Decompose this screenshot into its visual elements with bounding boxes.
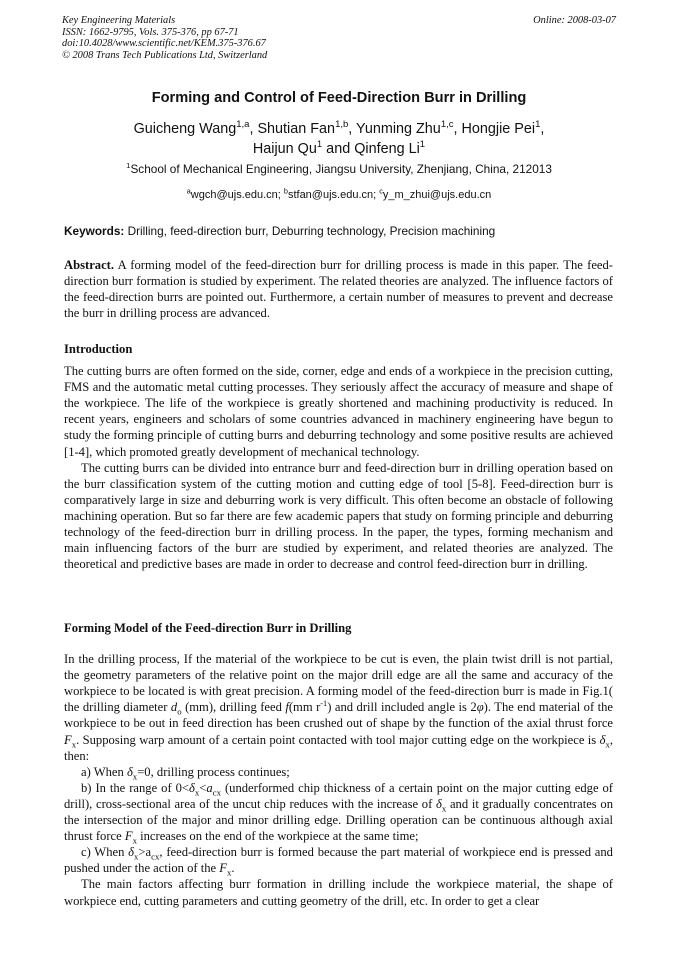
paragraph: In the drilling process, If the material of the workpiece to be cut is even, the plain twist drill is not partial, the geometry parameters of the relative point on the major drill edge are all the same and accuracy of the workpiece to be located is with great precision. A forming model of the feed-direction burr is made in Fig.1( the drilling diameter $d_o$ (mm), drilling feed f(mm $r^{-1}$) and drill included angle is 2φ). The end material of the workpiece to be out in feed direction has been crushed out of shape by the function of the axial thrust force $F_x$. Supposing warp amount of a certain point contacted with tool major cutting edge on the workpiece is $\delta_x$, then: [64,652,613,763]
keywords-label: Keywords: [64,224,125,238]
journal-header [62,15,616,61]
section-heading: Introduction [64,342,133,356]
list-item: c) When $\delta_x>a_{cx}$, feed-direction burr is formed because the part material of workpiece end is pressed and pushed under the action of the $F_x$. [64,845,613,878]
email-list [0,186,678,201]
author-affil-mark: 1 [419,139,426,151]
paper-title: Forming and Control of Feed-Direction Burr in Drilling [151,90,527,106]
paragraph: The main factors affecting burr formation in drilling include the workpiece material, the shape of workpiece end, cutting parameters and cutting geometry of the drill, etc. In order to get a clear [64,877,613,908]
author-name: , Shutian Fan [249,121,336,137]
email-address: y_m_zhui@ujs.edu.cn [382,189,492,201]
affiliation-mark: 1 [126,161,131,171]
email-mark: c [379,186,383,196]
journal-doi: doi:10.4028/www.scientific.net/KEM.375-376.67 [62,38,266,49]
email-mark: a [186,186,191,196]
list-item: b) In the range of $0<\delta_x<a_{cx}$ (underformed chip thickness of a certain point on the major cutting edge of drill), cross-sectional area of the uncut chip reduces with the increase of $\delta_x$ and it gradually concentrates on the intersection of the major and minor drilling edge. Drilling operation can be continuous although axial thrust force $F_x$ increases on the end of the workpiece at the same time; [64,780,613,846]
paragraph: The cutting burrs are often formed on the side, corner, edge and ends of a workpiece in the precision cutting, FMS and the automatic metal cutting processes. They seriously affect the accuracy of measure and shape of the workpiece. The life of the workpiece is greatly shortened and machining productivity is reduced. In recent years, engineers and scholars of some countries advanced in machinery engineering have begun to study the forming principle of cutting burrs and deburring technology and some positive results are achieved [1-4], which promoted greatly development of mechanical technology. [64,364,613,459]
journal-copyright: © 2008 Trans Tech Publications Ltd, Switzerland [62,49,268,61]
author-affil-mark: 1 [316,139,323,151]
online-date: Online: 2008-03-07 [533,15,616,26]
author-list [0,119,678,159]
email-address: wgch@ujs.edu.cn; [190,189,284,201]
affiliation-text: School of Mechanical Engineering, Jiangsu University, Zhenjiang, China, 212013 [130,162,552,176]
keywords [64,224,624,238]
section-heading: Forming Model of the Feed-direction Burr in Drilling [64,621,352,635]
abstract-label: Abstract. [64,258,115,272]
keywords-text: Drilling, feed-direction burr, Deburring technology, Precision machining [124,224,496,238]
author-name: , Hongjie Pei [453,121,536,137]
author-name: Haijun Qu [252,141,317,157]
author-affil-mark: 1 [535,119,541,131]
email-address: stfan@ujs.edu.cn; [287,189,380,201]
list-item: a) When $\delta_x=0$, drilling process continues; [81,764,290,782]
author-affil-mark: 1,b [335,119,349,131]
affiliation [0,162,678,176]
author-affil-mark: 1,a [236,119,250,131]
abstract-text: A forming model of the feed-direction burr for drilling process is made in this paper. The feed-direction burr formation is studied by experiment. The related theories are analyzed. The influence factors of the feed-direction burrs are pointed out. Furthermore, a certain number of measures to prevent and decrease the burr in drilling process are advanced. [64,258,613,321]
forming-model-section [64,620,613,909]
introduction-section [64,341,613,572]
abstract [64,257,613,321]
author-name: , Yunming Zhu [348,121,441,137]
journal-name: Key Engineering Materials [62,15,176,26]
journal-issn: ISSN: 1662-9795, Vols. 375-376, pp 67-71 [62,26,239,38]
author-separator: , [540,121,545,137]
paragraph: The cutting burrs can be divided into entrance burr and feed-direction burr in drilling operation based on the burr classification system of the cutting motion and cutting edge of tool [5-8]. Feed-direction burr is comparatively large in size and deburring work is very difficult. This often become an obstacle of following machining operation. But so far there are few academic papers that study on forming principle and deburring technology of the feed-direction burr in drilling process. In the paper, the types, forming mechanism and main influencing factors of the burr are studied by experiment, and related theories are analyzed. The theoretical and predictive bases are made in order to decrease and control feed-direction burr in drilling. [64,460,613,572]
author-affil-mark: 1,c [440,119,454,131]
author-name: Guicheng Wang [133,121,237,137]
author-name: and Qinfeng Li [322,141,420,157]
email-mark: b [283,186,288,196]
